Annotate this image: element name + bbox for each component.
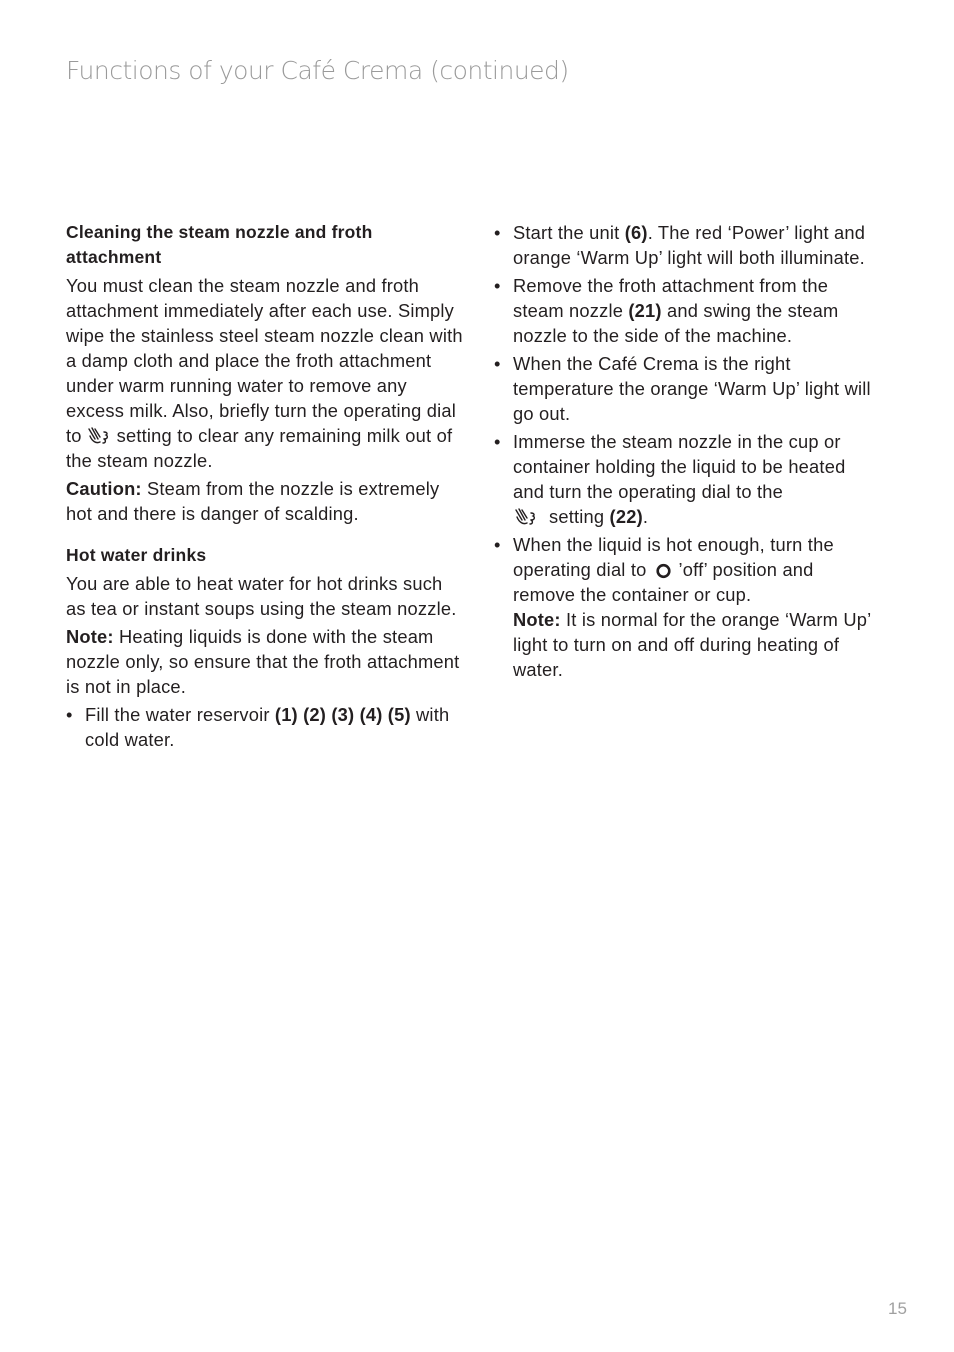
- bullet-text: Immerse the steam nozzle in the cup or container holding the liquid to be heated and turn the operating dial to the: [513, 431, 846, 502]
- page-title: Functions of your Café Crema (continued): [66, 56, 569, 85]
- hot-water-heading: Hot water drinks: [66, 545, 207, 565]
- cleaning-text-2: setting to clear any remaining milk out of the steam nozzle.: [66, 425, 453, 471]
- cleaning-text-1: You must clean the steam nozzle and froth attachment immediately after each use. Simply wipe the stainless steel steam nozzle clean with a damp cloth and place the froth attachment under warm running water to remove any excess milk. Also, briefly turn the operating dial to: [66, 275, 463, 446]
- note-paragraph: [66, 624, 464, 699]
- right-column: [494, 220, 872, 682]
- bullet-ref: (21): [628, 300, 662, 321]
- note-paragraph: [494, 607, 872, 682]
- left-column: [66, 220, 464, 755]
- list-item: [494, 532, 872, 607]
- note-label: Note:: [513, 609, 561, 630]
- bullet-text-end: ’off’ position and remove the container or cup.: [513, 559, 814, 605]
- bullet-text-end: .: [642, 506, 649, 527]
- bullet-ref: (22): [609, 506, 643, 527]
- list-item: [494, 220, 872, 270]
- bullet-text: Remove the froth attachment from the steam nozzle: [513, 275, 829, 321]
- bullet-text: When the liquid is hot enough, turn the operating dial to: [513, 534, 834, 580]
- bullet-setting-text: setting: [549, 506, 610, 527]
- cleaning-paragraph: [66, 273, 464, 473]
- bullet-text: Start the unit: [513, 222, 625, 243]
- hot-water-paragraph: You are able to heat water for hot drinks such as tea or instant soups using the steam nozzle.: [66, 573, 457, 619]
- bullet-text-end: with cold water.: [85, 704, 450, 750]
- caution-label: Caution:: [66, 478, 142, 499]
- caution-paragraph: [66, 476, 464, 526]
- list-item: • When the Café Crema is the right temperature the orange ‘Warm Up’ light will go out.: [494, 351, 872, 426]
- note-text: Heating liquids is done with the steam nozzle only, so ensure that the froth attachment is not in place.: [66, 626, 460, 697]
- bullet-text: Fill the water reservoir: [85, 704, 275, 725]
- cleaning-heading: Cleaning the steam nozzle and froth attachment: [66, 222, 373, 267]
- steam-setting-icon: [86, 427, 112, 445]
- page-number: 15: [888, 1299, 907, 1318]
- bullet-ref: (6): [624, 222, 648, 243]
- note-text: It is normal for the orange ‘Warm Up’ light to turn on and off during heating of water.: [513, 609, 871, 680]
- bullet-text-end: . The red ‘Power’ light and orange ‘Warm Up’ light will both illuminate.: [513, 222, 866, 268]
- bullet-text-end: and swing the steam nozzle to the side of the machine.: [513, 300, 839, 346]
- off-position-icon: [655, 562, 672, 579]
- caution-text: Steam from the nozzle is extremely hot and there is danger of scalding.: [66, 478, 440, 524]
- bullet-refs: (1) (2) (3) (4) (5): [274, 704, 411, 725]
- list-item: [494, 429, 872, 529]
- list-item: [494, 273, 872, 348]
- list-item: [66, 702, 464, 752]
- note-label: Note:: [66, 626, 114, 647]
- steam-setting-icon: [513, 508, 539, 526]
